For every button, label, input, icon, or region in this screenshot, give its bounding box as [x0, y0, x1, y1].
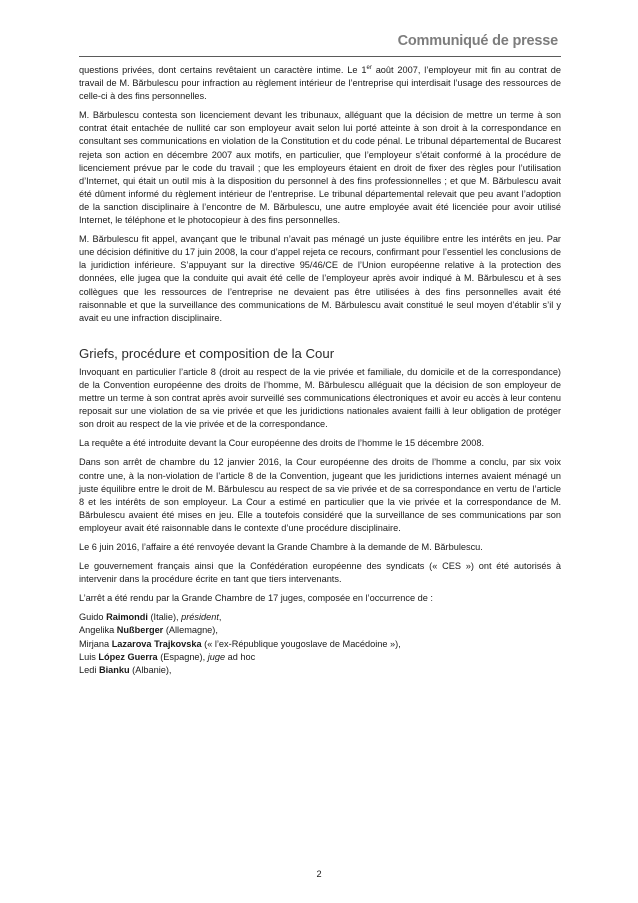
document-body: [79, 64, 561, 677]
body-paragraph-1: questions privées, dont certains revêtaient un caractère intime. Le 1er août 2007, l’employeur mit fin au contrat de travail de M. Bărbulescu pour infraction au règlement intérieur de l’entreprise qui interdisait l’usage des ressources de celle-ci à des fins personnelles.: [79, 64, 562, 102]
body-paragraph-3: M. Bărbulescu fit appel, avançant que le tribunal n’avait pas ménagé un juste équilibre entre les intérêts en jeu. Par une décision définitive du 17 juin 2008, la cour d’appel rejeta ce recours, confirmant pour l’essentiel les conclusions de la juridiction inférieure. S’appuyant sur la directive 95/46/CE de l’Union européenne relative à la protection des données, elle jugea que la conduite qui avait été celle de l’employeur après avoir indiqué à M. Bărbulescu et à ses collègues que les ressources de l’entreprise ne devaient pas être utilisées à des fins personnelles avait été raisonnable et que la surveillance des communications de M. Bărbulescu avait constitué le seul moyen d’établir s’il y avait eu une infraction disciplinaire.: [79, 234, 561, 323]
header-divider: [79, 56, 561, 57]
judges-list: [79, 611, 561, 676]
section-paragraph-4: Le 6 juin 2016, l’affaire a été renvoyée devant la Grande Chambre à la demande de M. Bărbulescu.: [79, 542, 483, 552]
section-heading: Griefs, procédure et composition de la Cour: [79, 345, 335, 361]
judge-entry: Luis López Guerra (Espagne), juge ad hoc: [79, 651, 256, 662]
section-paragraph-3: Dans son arrêt de chambre du 12 janvier 2016, la Cour européenne des droits de l’homme a conclu, par six voix contre une, à la non-violation de l’article 8 de la Convention, jugeant que les juridictions internes avaient ménagé un juste équilibre entre le droit de M. Bărbulescu au respect de sa vie privée et de sa correspondance en vertu de l’article 8 et les intérêts de son employeur. La Cour a estimé en particulier que la vie privée et la correspondance de M. Bărbulescu avaient été mises en jeu. Elle a toutefois considéré que la surveillance de ses communications par son employeur avait été raisonnable dans le contexte d’une procédure disciplinaire.: [79, 457, 561, 533]
judge-entry: Guido Raimondi (Italie), président,: [79, 612, 222, 623]
section-paragraph-5: Le gouvernement français ainsi que la Confédération européenne des syndicats (« CES ») ont été autorisés à intervenir dans la procédure écrite en tant que tiers intervenants.: [79, 561, 561, 585]
body-paragraph-2: M. Bărbulescu contesta son licenciement devant les tribunaux, alléguant que la décision de mettre un terme à son contrat était entachée de nullité car son employeur avait selon lui porté atteinte à son droit à la correspondance en consultant ses communications en violation de la Constitution et du code pénal. Le tribunal départemental de Bucarest rejeta son action en décembre 2007 aux motifs, en particulier, que l’employeur s’était conformé à la procédure de licenciement prévue par le code du travail ; que les employeurs étaient en droit de fixer des règles pour l’utilisation d’Internet, qui était un outil mis à la disposition du personnel à des fins professionnelles ; et que M. Bărbulescu avait été dûment informé du règlement intérieur de l’entreprise. Le tribunal départemental relevait que peu avant l’adoption de la sanction disciplinaire à l’encontre de M. Bărbulescu, une autre employée avait été licenciée pour avoir utilisé Internet, le téléphone et le photocopieur à des fins personnelles.: [79, 110, 561, 226]
section-paragraph-1: Invoquant en particulier l’article 8 (droit au respect de la vie privée et familiale, du domicile et de la correspondance) de la Convention européenne des droits de l’homme, M. Bărbulescu alléguait que la décision de son employeur de mettre un terme à son contrat après avoir surveillé ses communications électroniques et avoir eu accès à leur contenu reposait sur une violation de sa vie privée et que les juridictions nationales avaient failli à leur obligation de protéger son droit au respect de la vie privée et de la correspondance.: [79, 366, 561, 430]
page-number: 2: [316, 869, 322, 879]
judge-entry: Ledi Bianku (Albanie),: [79, 664, 172, 675]
section-paragraph-2: La requête a été introduite devant la Cour européenne des droits de l’homme le 15 décembre 2008.: [79, 438, 485, 449]
section-paragraph-6: L’arrêt a été rendu par la Grande Chambre de 17 juges, composée en l’occurrence de :: [79, 593, 433, 604]
judge-entry: Angelika Nußberger (Allemagne),: [79, 625, 218, 636]
judge-entry: Mirjana Lazarova Trajkovska (« l’ex-République yougoslave de Macédoine »),: [79, 638, 401, 649]
document-header-title: Communiqué de presse: [397, 33, 558, 49]
